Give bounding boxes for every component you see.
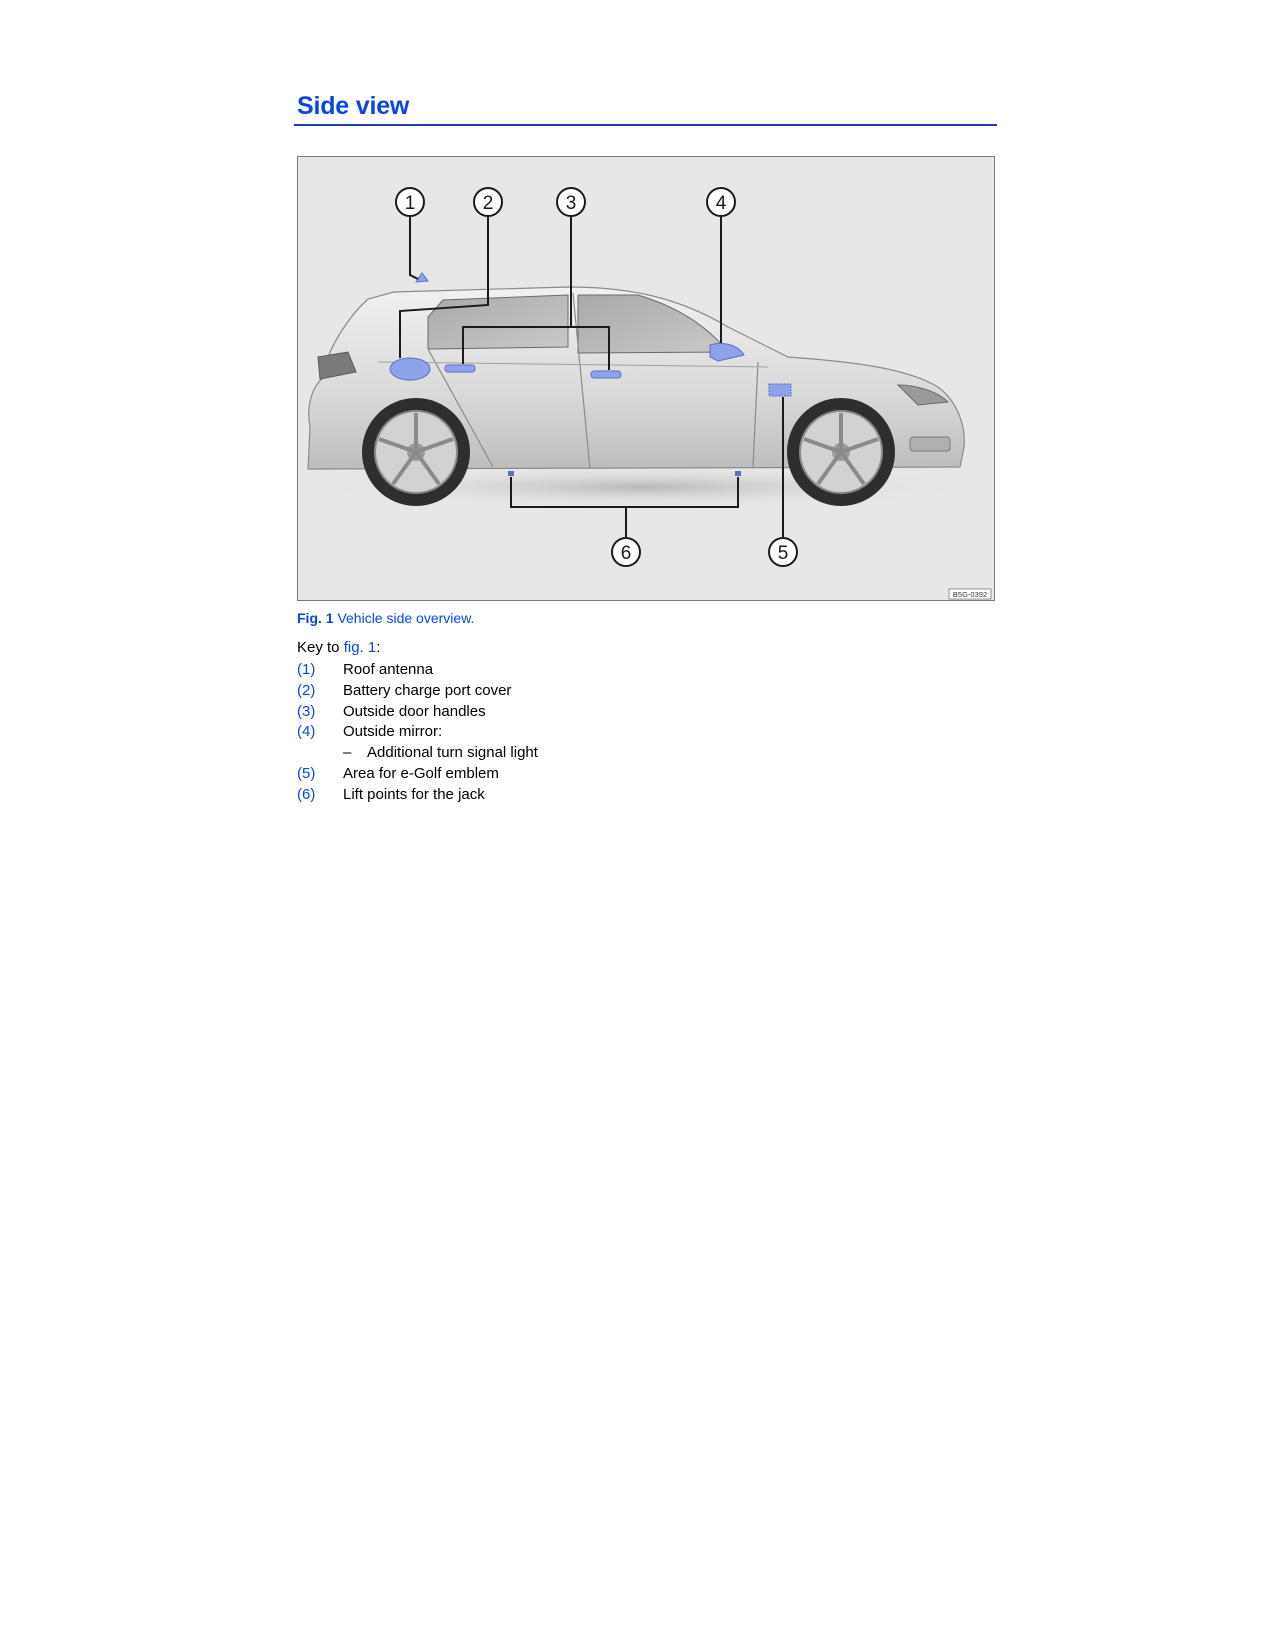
rear-wheel [362, 398, 470, 506]
legend-number: (1) [297, 661, 316, 678]
figure-caption [297, 610, 474, 626]
legend-text: Outside mirror: [343, 723, 443, 741]
key-intro-suffix: : [376, 639, 381, 656]
callout-6-label: 6 [620, 543, 632, 564]
callout-3 [557, 188, 585, 216]
rear-window [428, 295, 568, 349]
callout-5-label: 5 [777, 543, 789, 564]
figure-code: B5G-0392 [952, 590, 988, 599]
legend-number: (2) [297, 681, 316, 699]
key-intro [297, 639, 380, 656]
front-grille [910, 437, 950, 451]
figure-caption-label: Fig. 1 [297, 610, 334, 626]
legend-text: Battery charge port cover [343, 681, 512, 699]
vehicle-side-figure [297, 156, 995, 601]
legend-text: Outside door handles [343, 702, 486, 720]
front-wheel [787, 398, 895, 506]
rear-door-handle [445, 365, 475, 372]
figure-caption-text: Vehicle side overview. [337, 610, 475, 626]
legend-number: (4) [297, 723, 316, 741]
vehicle-illustration [298, 157, 994, 600]
front-jack-point [735, 471, 741, 476]
e-golf-emblem-area [769, 384, 791, 396]
key-intro-prefix: Key to [297, 639, 340, 656]
roof-antenna [416, 273, 428, 282]
legend-number: (6) [297, 785, 316, 803]
callout-5 [769, 538, 797, 566]
section-title: Side view [297, 92, 410, 120]
callout-1-label: 1 [404, 193, 416, 214]
callout-2 [474, 188, 502, 216]
legend-text: Lift points for the jack [343, 785, 485, 803]
front-door-handle [591, 371, 621, 378]
callout-4 [707, 188, 735, 216]
callout-3-label: 3 [565, 193, 577, 214]
legend-number: (3) [297, 702, 316, 720]
rear-jack-point [508, 471, 514, 476]
legend-number: (5) [297, 764, 316, 782]
legend-text: Area for e-Golf emblem [343, 764, 499, 782]
legend-text: Roof antenna [343, 661, 434, 678]
legend-dash: – [343, 744, 352, 762]
charge-port-cover [390, 358, 430, 380]
leader-1 [410, 217, 418, 279]
callout-1 [396, 188, 424, 216]
callout-2-label: 2 [482, 193, 494, 214]
legend-subtext: Additional turn signal light [367, 744, 538, 762]
callout-4-label: 4 [715, 193, 727, 214]
title-divider [294, 124, 997, 126]
callout-6 [612, 538, 640, 566]
figure-link[interactable]: fig. 1 [343, 639, 377, 656]
